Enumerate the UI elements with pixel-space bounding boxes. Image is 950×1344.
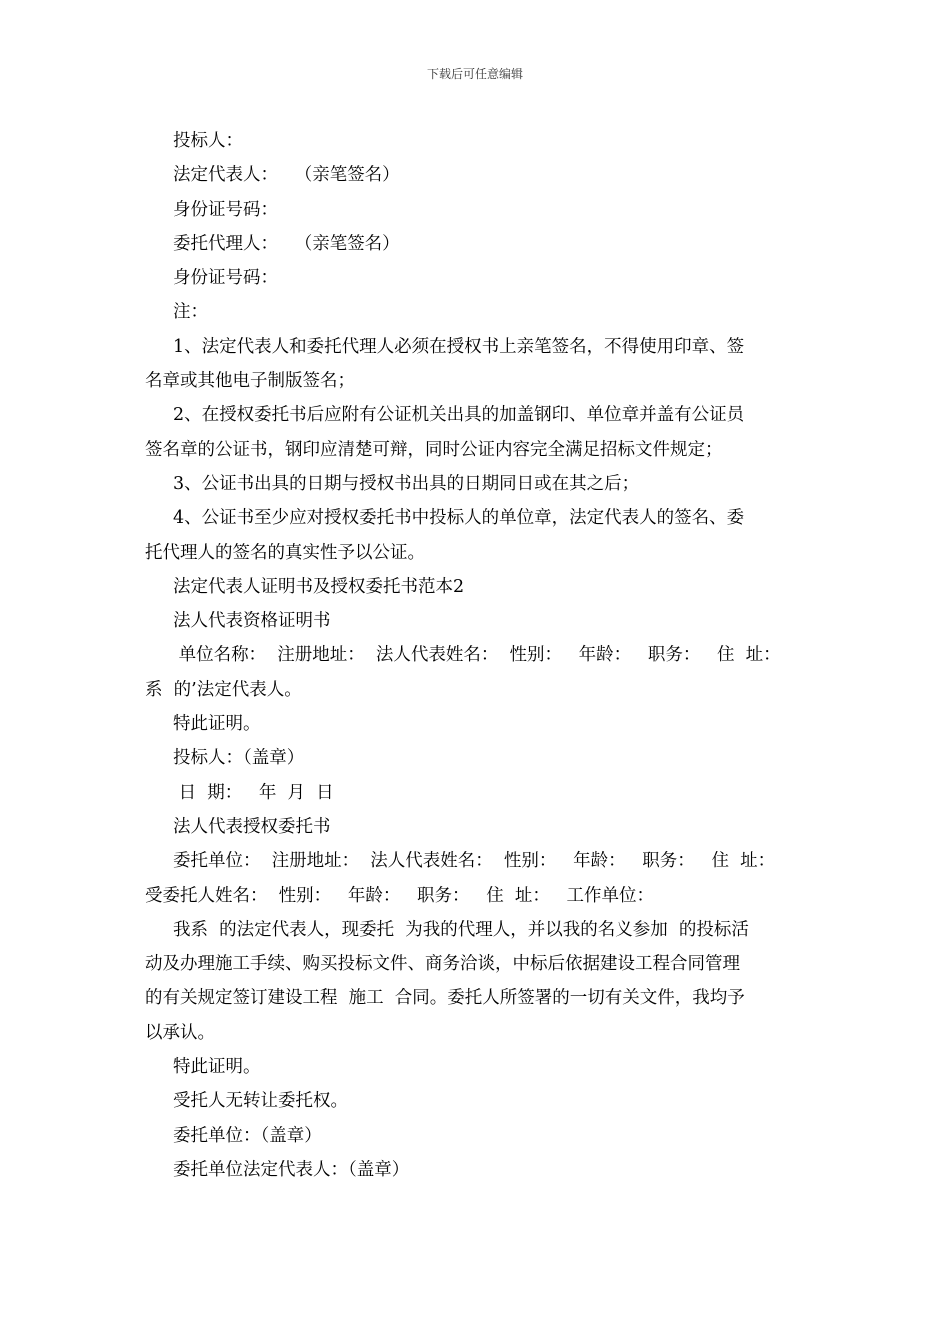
authorization-body-line-3: 的有关规定签订建设工程 施工 合同。委托人所签署的一切有关文件，我均予 [145, 988, 745, 1009]
note-4-line-1: 4、公证书至少应对授权委托书中投标人的单位章，法定代表人的签名、委 [173, 508, 745, 529]
line-agent: 委托代理人： （亲笔签名） [173, 233, 400, 254]
note-2-line-2: 签名章的公证书，钢印应清楚可辩，同时公证内容完全满足招标文件规定； [145, 439, 723, 460]
note-1-line-2: 名章或其他电子制版签名； [145, 371, 355, 392]
note-4-line-2: 托代理人的签名的真实性予以公证。 [145, 542, 425, 563]
line-date: 日 期： 年 月 日 [173, 782, 334, 803]
qualification-fields-line-1: 单位名称： 注册地址： 法人代表姓名： 性别： 年龄： 职务： 住 址： [173, 645, 781, 666]
line-entrusting-unit-seal: 委托单位：（盖章） [173, 1125, 322, 1146]
authorization-fields-line-1: 委托单位： 注册地址： 法人代表姓名： 性别： 年龄： 职务： 住 址： [173, 851, 776, 872]
authorization-body-line-4: 以承认。 [145, 1022, 215, 1043]
page-header: 下载后可任意编辑 [426, 67, 523, 81]
line-bidder-seal: 投标人：（盖章） [173, 748, 305, 769]
line-bidder: 投标人： [173, 131, 243, 151]
line-no-transfer: 受托人无转让委托权。 [173, 1091, 348, 1112]
line-note-title: 注： [173, 302, 208, 323]
section-title-qualification: 法人代表资格证明书 [173, 611, 331, 632]
section-title-template-2: 法定代表人证明书及授权委托书范本2 [173, 576, 465, 597]
authorization-body-line-1: 我系 的法定代表人，现委托 为我的代理人，并以我的名义参加 的投标活 [173, 919, 749, 940]
authorization-body-line-2: 动及办理施工手续、购买投标文件、商务洽谈，中标后依据建设工程合同管理 [145, 954, 740, 975]
authorization-fields-line-2: 受委托人姓名： 性别： 年龄： 职务： 住 址： 工作单位： [145, 885, 655, 906]
line-id-number-2: 身份证号码： [173, 268, 278, 289]
qualification-fields-line-2: 系 的’法定代表人。 [145, 679, 302, 700]
line-id-number-1: 身份证号码： [173, 199, 278, 220]
section-title-authorization: 法人代表授权委托书 [173, 816, 331, 837]
document-body [145, 124, 810, 1187]
line-entrusting-legal-rep-seal: 委托单位法定代表人：（盖章） [173, 1159, 410, 1180]
note-2-line-1: 2、在授权委托书后应附有公证机关出具的加盖钢印、单位章并盖有公证员 [173, 405, 745, 426]
note-1-line-1: 1、法定代表人和委托代理人必须在授权书上亲笔签名，不得使用印章、签 [173, 336, 745, 357]
line-hereby-certify-2: 特此证明。 [173, 1057, 261, 1078]
line-legal-rep: 法定代表人： （亲笔签名） [173, 165, 400, 186]
line-hereby-certify-1: 特此证明。 [173, 714, 261, 735]
note-3-line-1: 3、公证书出具的日期与授权书出具的日期同日或在其之后； [173, 473, 640, 494]
